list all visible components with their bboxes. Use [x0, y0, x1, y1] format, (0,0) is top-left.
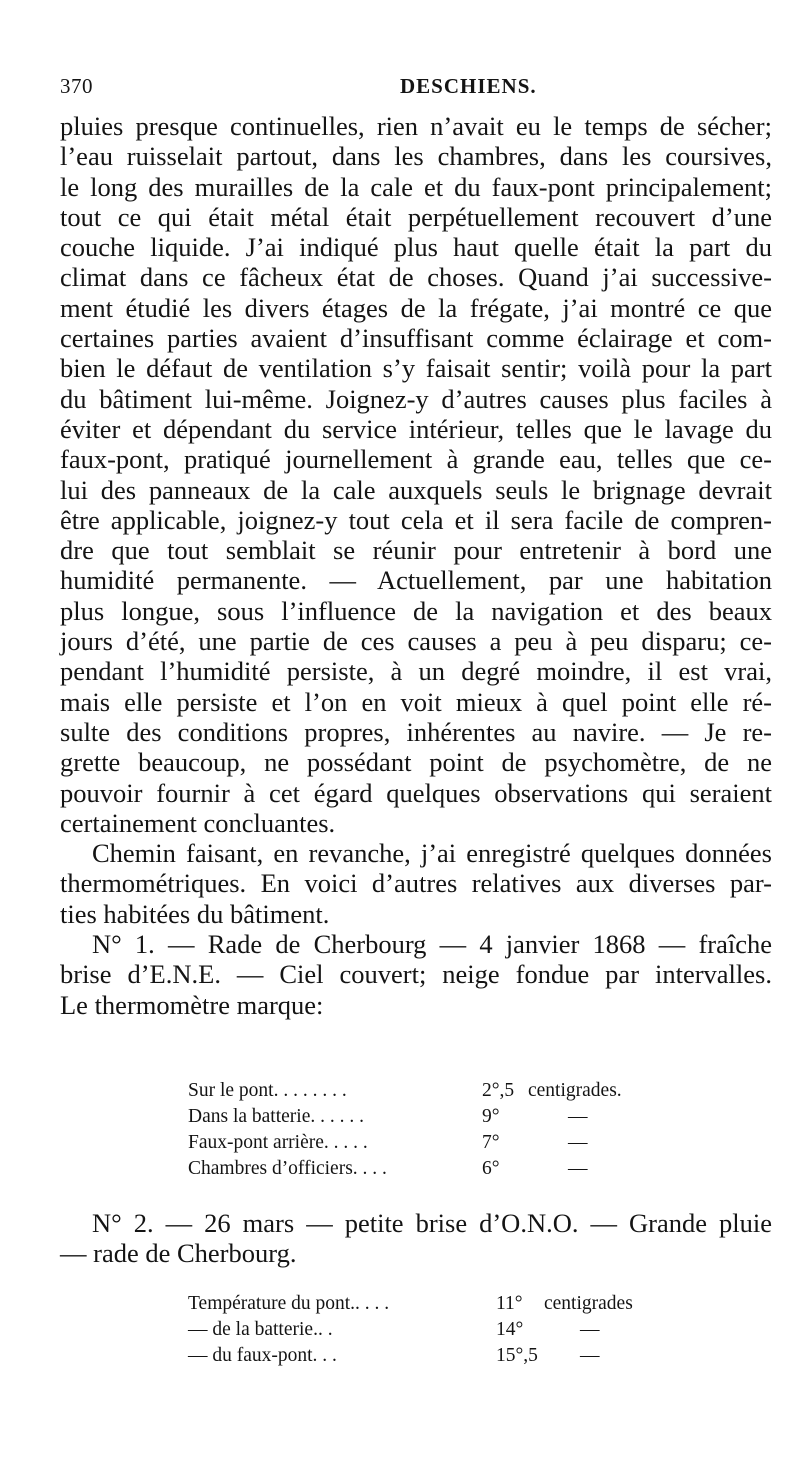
text-line: couche liquide. J’ai indiqué plus haut quelle était la part du — [60, 232, 772, 263]
text-line: tout ce qui était métal était perpétuellement recouvert d’une — [60, 201, 772, 232]
row-value: 9° — [482, 1106, 500, 1127]
paragraph-humidity — [60, 111, 772, 838]
text-line: du bâtiment lui-même. Joignez-y d’autres causes plus faciles à — [60, 383, 772, 414]
row-unit: centigrades — [544, 1293, 633, 1314]
paragraph-observation-2 — [60, 1208, 772, 1269]
text-line: pluies presque continuelles, rien n’avait eu le temps de sécher; — [60, 111, 772, 141]
text-line: le long des murailles de la cale et du faux-pont principalement; — [60, 171, 772, 202]
body-text — [60, 111, 772, 1020]
table-row — [188, 1078, 658, 1104]
text-line: Chemin faisant, en revanche, j’ai enregistré quelques données — [92, 838, 772, 869]
running-header — [60, 74, 772, 104]
text-line: dre que tout semblait se réunir pour entretenir à bord une — [60, 535, 772, 566]
row-value: 6° — [482, 1158, 500, 1179]
text-line: certainement concluantes. — [60, 807, 336, 838]
text-line: N° 1. — Rade de Cherbourg — 4 janvier 1868 — fraîche — [92, 929, 772, 960]
text-line: ties habitées du bâtiment. — [60, 898, 330, 929]
paragraph-thermometric — [60, 838, 772, 929]
text-line: certaines parties avaient d’insuffisant comme éclairage et com- — [60, 323, 772, 354]
text-line: être applicable, joignez-y tout cela et il sera facile de compren- — [60, 504, 772, 535]
row-value: 14° — [496, 1319, 524, 1340]
text-line: brise d’E.N.E. — Ciel couvert; neige fondue par intervalles. — [60, 959, 772, 990]
running-title: DESCHIENS. — [400, 74, 537, 98]
text-line: jours d’été, une partie de ces causes a peu à peu disparu; ce- — [60, 626, 772, 657]
temperature-table-2 — [188, 1291, 668, 1369]
temperature-table-1 — [188, 1078, 658, 1182]
text-line: l’eau ruisselait partout, dans les chambres, dans les coursives, — [60, 141, 772, 172]
row-unit: — — [580, 1319, 600, 1340]
row-value: 15°,5 — [496, 1345, 538, 1366]
row-unit: centigrades. — [528, 1080, 622, 1101]
row-label: — de la batterie.. . — [188, 1319, 333, 1340]
text-line: N° 2. — 26 mars — petite brise d’O.N.O. — Grande pluie — [92, 1208, 772, 1238]
paragraph-observation-1 — [60, 929, 772, 1020]
row-value: 11° — [496, 1293, 523, 1314]
text-line: éviter et dépendant du service intérieur, telles que le lavage du — [60, 413, 772, 444]
row-label: Sur le pont. . . . . . . . — [188, 1080, 347, 1101]
table-row — [188, 1317, 668, 1343]
text-line: — rade de Cherbourg. — [60, 1238, 297, 1269]
text-line: humidité permanente. — Actuellement, par une habitation — [60, 565, 772, 596]
table-row — [188, 1104, 658, 1130]
row-value: 2°,5 — [482, 1080, 515, 1101]
row-unit: — — [568, 1106, 588, 1127]
text-line: lui des panneaux de la cale auxquels seuls le brignage devrait — [60, 474, 772, 505]
text-line: plus longue, sous l’influence de la navigation et des beaux — [60, 595, 772, 626]
table-row — [188, 1156, 658, 1182]
row-label: Dans la batterie. . . . . . — [188, 1106, 364, 1127]
text-line: ment étudié les divers étages de la frégate, j’ai montré ce que — [60, 292, 772, 323]
table-row — [188, 1343, 668, 1369]
text-line: thermométriques. En voici d’autres relatives aux diverses par- — [60, 868, 772, 899]
text-line: faux-pont, pratiqué journellement à grande eau, telles que ce- — [60, 444, 772, 475]
table-row — [188, 1291, 668, 1317]
text-line: pouvoir fournir à cet égard quelques observations qui seraient — [60, 777, 772, 808]
text-line: pendant l’humidité persiste, à un degré moindre, il est vrai, — [60, 656, 772, 687]
row-label: Chambres d’officiers. . . . — [188, 1158, 387, 1179]
page-number: 370 — [60, 74, 93, 98]
text-line: sulte des conditions propres, inhérentes au navire. — Je re- — [60, 716, 772, 747]
row-unit: — — [568, 1132, 588, 1153]
row-label: — du faux-pont. . . — [188, 1345, 337, 1366]
text-line: climat dans ce fâcheux état de choses. Quand j’ai successive- — [60, 262, 772, 293]
text-line: mais elle persiste et l’on en voit mieux à quel point elle ré- — [60, 686, 772, 717]
text-line: bien le défaut de ventilation s’y faisait sentir; voilà pour la part — [60, 353, 772, 384]
row-unit: — — [568, 1158, 588, 1179]
text-line: grette beaucoup, ne possédant point de psychomètre, de ne — [60, 747, 772, 778]
table-row — [188, 1130, 658, 1156]
row-value: 7° — [482, 1132, 500, 1153]
row-label: Faux-pont arrière. . . . . — [188, 1132, 368, 1153]
row-unit: — — [580, 1345, 600, 1366]
row-label: Température du pont.. . . . — [188, 1293, 390, 1314]
text-line: Le thermomètre marque: — [60, 989, 324, 1020]
